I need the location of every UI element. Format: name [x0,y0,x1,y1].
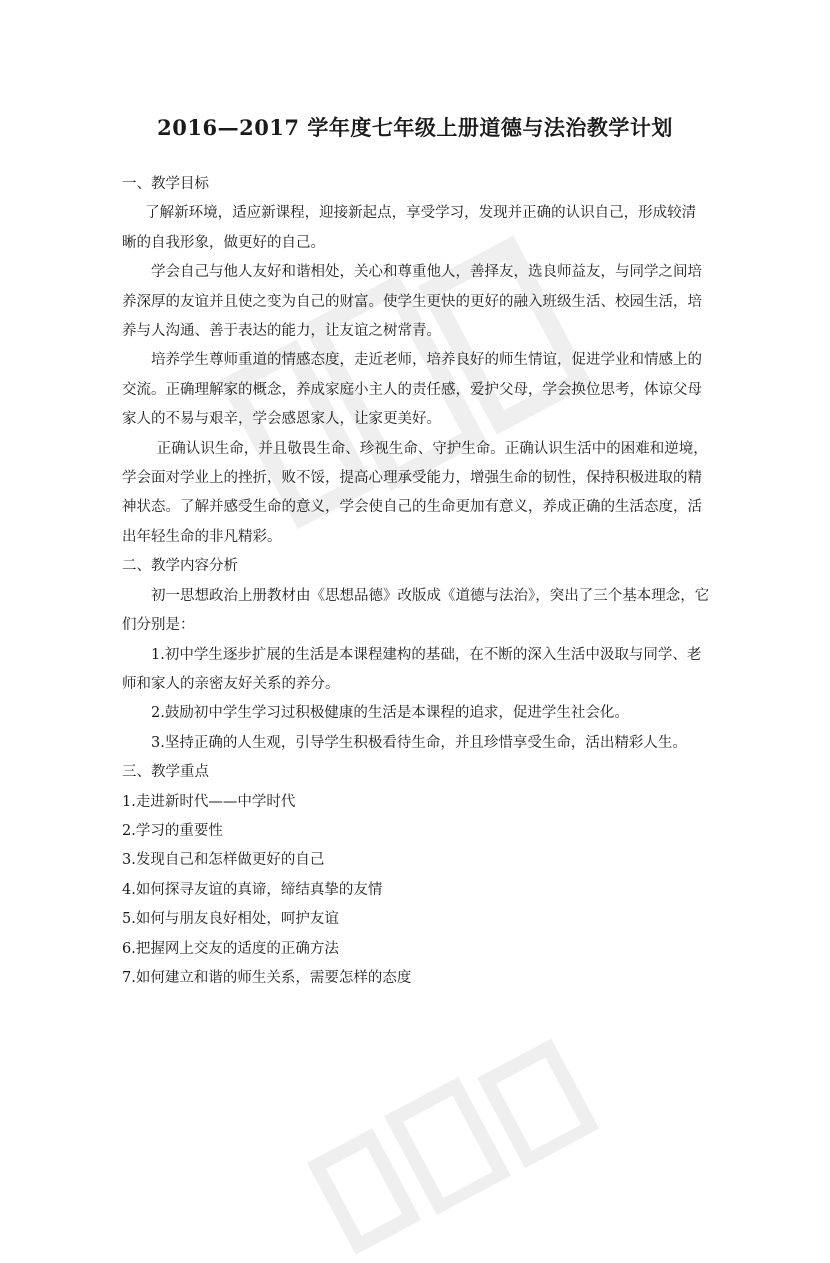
list-item: 3.发现自己和怎样做更好的自己 [122,852,325,869]
paragraph: 培养学生尊师重道的情感态度，走近老师，培养良好的师生情谊，促进学业和情感上的交流。正确理解家的概念，养成家庭小主人的责任感，爱护父母，学会换位思考，体谅父母家人的不易与艰辛，学会感恩家人，让家更美好。 [122,352,702,428]
list-item: 3.坚持正确的人生观，引导学生积极看待生命，并且珍惜享受生命，活出精彩人生。 [151,734,687,751]
list-item: 1.初中学生逐步扩展的生活是本课程建构的基础，在不断的深入生活中汲取与同学、老师和家人的亲密友好关系的养分。 [122,646,702,692]
section-heading-keypoints: 三、教学重点 [122,764,209,781]
section-heading-content: 二、教学内容分析 [122,558,238,575]
watermark-logo-bottom [289,1017,610,1263]
list-item: 1.走进新时代——中学时代 [122,793,296,810]
paragraph: 了解新环境，适应新课程，迎接新起点，享受学习，发现并正确的认识自己，形成较清晰的自我形象，做更好的自己。 [122,205,697,251]
list-item: 2.学习的重要性 [122,822,223,839]
paragraph: 学会自己与他人友好和谐相处，关心和尊重他人，善择友，选良师益友，与同学之间培养深厚的友谊并且使之变为自己的财富。使学生更快的更好的融入班级生活、校园生活，培养与人沟通、善于表达的能力，让友谊之树常青。 [122,264,702,340]
list-item: 4.如何探寻友谊的真谛，缔结真挚的友情 [122,881,383,898]
document-title: 2016—2017 学年度七年级上册道德与法治教学计划 [157,115,673,140]
paragraph: 初一思想政治上册教材由《思想品德》改版成《道德与法治》，突出了三个基本理念，它们分别是： [122,587,710,634]
document-body [122,170,710,993]
list-item: 2.鼓励初中学生学习过积极健康的生活是本课程的追求，促进学生社会化。 [151,705,629,722]
list-item: 5.如何与朋友良好相处，呵护友谊 [122,911,339,928]
paragraph: 正确认识生命，并且敬畏生命、珍视生命、守护生命。正确认识生活中的困难和逆境，学会面对学业上的挫折，败不馁，提高心理承受能力，增强生命的韧性，保持积极进取的精神状态。了解并感受生命的意义，学会使自己的生命更加有意义，养成正确的生活态度，活出年轻生命的非凡精彩。 [122,440,708,545]
section-heading-goals: 一、教学目标 [122,176,209,192]
list-item: 6.把握网上交友的适度的正确方法 [122,940,339,957]
list-item: 7.如何建立和谐的师生关系，需要怎样的态度 [122,969,412,986]
